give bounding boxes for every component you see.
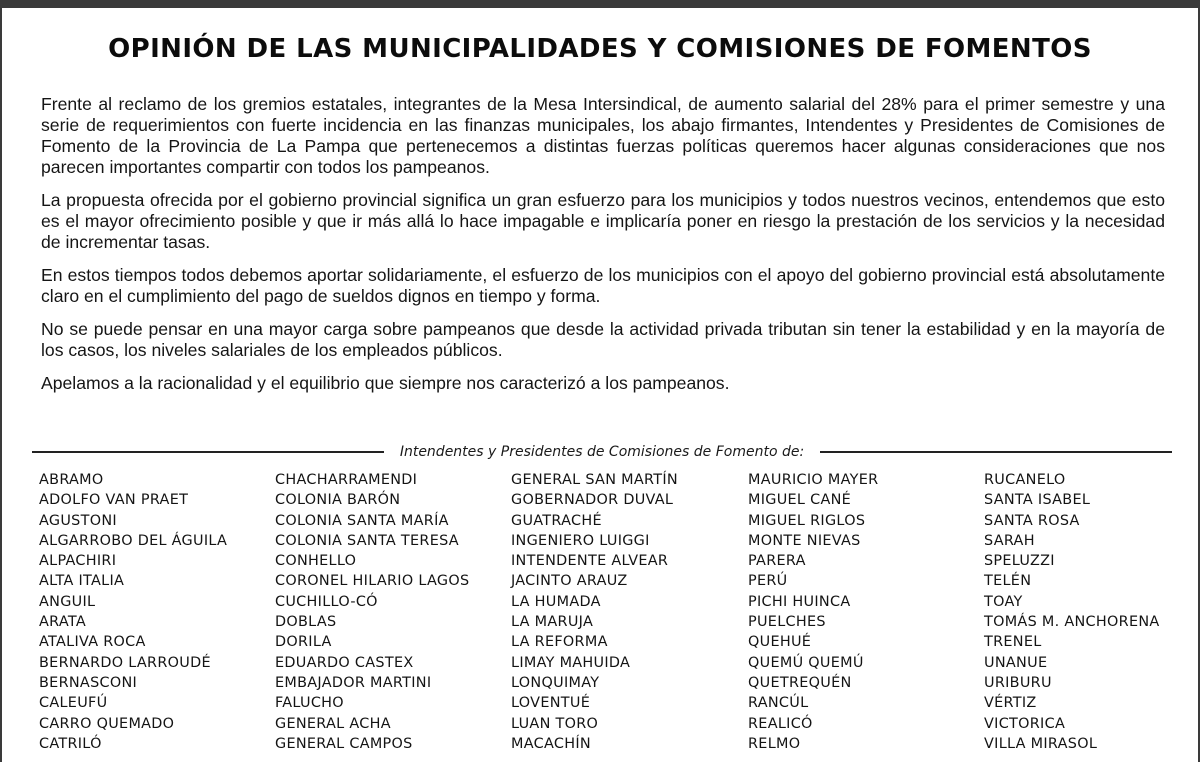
signatory-item: SANTA ISABEL xyxy=(984,492,1091,509)
signatory-item: MIGUEL RIGLOS xyxy=(748,512,866,529)
signatory-item: INTENDENTE ALVEAR xyxy=(511,553,669,570)
signatory-item: PICHI HUINCA xyxy=(748,593,851,610)
signatory-item: MAURICIO MAYER xyxy=(748,472,879,488)
top-border xyxy=(0,0,1200,8)
signatory-item: SPELUZZI xyxy=(984,553,1055,570)
signatory-item: ANGUIL xyxy=(39,593,96,610)
signatory-item: QUEHUÉ xyxy=(748,634,812,651)
signatory-item: EMBAJADOR MARTINI xyxy=(275,674,432,691)
signatory-item: ARATA xyxy=(39,614,87,631)
signatory-item: REALICÓ xyxy=(748,715,813,732)
signatory-item: GENERAL SAN MARTÍN xyxy=(511,472,678,488)
paragraph-3: En estos tiempos todos debemos aportar solidariamente, el esfuerzo de los municipios con el apoyo del gobierno provincial está absolutamente claro en el cumplimiento del pago de sueldos dignos en tiempo y forma. xyxy=(41,265,1165,306)
signatory-item: ABRAMO xyxy=(39,472,104,488)
signatory-item: QUETREQUÉN xyxy=(748,674,852,691)
signatory-item: BERNASCONI xyxy=(39,674,138,691)
signatory-item: MACACHÍN xyxy=(511,735,591,752)
signatory-item: CHACHARRAMENDI xyxy=(275,472,418,488)
left-border xyxy=(0,0,2,762)
divider-left xyxy=(32,451,384,453)
signatory-item: CUCHILLO-CÓ xyxy=(275,593,378,610)
signatory-item: ALGARROBO DEL ÁGUILA xyxy=(39,532,228,549)
signatory-item: DORILA xyxy=(275,634,332,651)
signatories-column-5 xyxy=(984,470,1160,754)
signatory-item: LONQUIMAY xyxy=(511,674,600,691)
signatories-column-1 xyxy=(39,470,227,754)
signatory-item: GENERAL CAMPOS xyxy=(275,735,413,752)
signatory-item: COLONIA SANTA TERESA xyxy=(275,532,459,549)
signatory-item: SANTA ROSA xyxy=(984,512,1080,529)
signatory-item: UNANUE xyxy=(984,654,1048,671)
signatory-item: BERNARDO LARROUDÉ xyxy=(39,654,211,671)
signatories-column-3 xyxy=(511,470,678,754)
signatory-item: RUCANELO xyxy=(984,472,1066,488)
signatory-item: RELMO xyxy=(748,735,801,752)
signatory-item: EDUARDO CASTEX xyxy=(275,654,414,671)
signatory-item: LOVENTUÉ xyxy=(511,695,591,712)
signatory-item: PERÚ xyxy=(748,573,788,590)
signatory-item: LA HUMADA xyxy=(511,593,601,610)
paragraph-5: Apelamos a la racionalidad y el equilibrio que siempre nos caracterizó a los pampeanos. xyxy=(41,373,730,393)
signatory-item: QUEMÚ QUEMÚ xyxy=(748,654,864,671)
signatory-item: DOBLAS xyxy=(275,614,337,631)
signatory-item: ALPACHIRI xyxy=(39,553,117,570)
signatory-item: PUELCHES xyxy=(748,614,826,631)
signatory-item: ADOLFO VAN PRAET xyxy=(39,492,189,509)
signatory-item: LA MARUJA xyxy=(511,614,594,631)
signatory-item: GUATRACHÉ xyxy=(511,512,602,529)
signatory-item: ALTA ITALIA xyxy=(39,573,125,590)
signatory-item: CONHELLO xyxy=(275,553,357,570)
signatory-item: TRENEL xyxy=(984,634,1042,651)
signatory-item: MIGUEL CANÉ xyxy=(748,492,852,509)
signatory-item: INGENIERO LUIGGI xyxy=(511,532,650,549)
signatory-item: JACINTO ARAUZ xyxy=(511,573,628,590)
signatory-item: GOBERNADOR DUVAL xyxy=(511,492,674,509)
signatory-item: VILLA MIRASOL xyxy=(984,735,1098,752)
signatory-item: CARRO QUEMADO xyxy=(39,715,175,732)
paragraph-1: Frente al reclamo de los gremios estatales, integrantes de la Mesa Intersindical, de aumento salarial del 28% para el primer semestre y una serie de requerimientos con fuerte incidencia en las finanzas municipales, los abajo firmantes, Intendentes y Presidentes de Comisiones de Fomento de la Provincia de La Pampa que pertenecemos a distintas fuerzas políticas queremos hacer algunas consideraciones que nos parecen importantes compartir con todos los pampeanos. xyxy=(41,94,1165,177)
signatory-item: TOMÁS M. ANCHORENA xyxy=(984,614,1160,631)
signatory-item: TELÉN xyxy=(984,573,1032,590)
signatory-item: PARERA xyxy=(748,553,806,570)
signatory-item: CALEUFÚ xyxy=(39,695,108,712)
paragraph-4: No se puede pensar en una mayor carga sobre pampeanos que desde la actividad privada tributan sin tener la estabilidad y en la mayoría de los casos, los niveles salariales de los empleados públicos. xyxy=(41,319,1165,360)
signatory-item: SARAH xyxy=(984,532,1035,549)
paragraph-2: La propuesta ofrecida por el gobierno provincial significa un gran esfuerzo para los municipios y todos nuestros vecinos, entendemos que esto es el mayor ofrecimiento posible y que ir más allá lo hace impagable e implicaría poner en riesgo la prestación de los servicios y la necesidad de incrementar tasas. xyxy=(41,190,1165,252)
signatory-item: MONTE NIEVAS xyxy=(748,532,861,549)
signatory-item: GENERAL ACHA xyxy=(275,715,391,732)
signatory-item: URIBURU xyxy=(984,674,1052,691)
signatories-header xyxy=(32,442,1172,462)
signatory-item: FALUCHO xyxy=(275,695,344,712)
signatory-item: VÉRTIZ xyxy=(984,695,1037,712)
signatories-caption: Intendentes y Presidentes de Comisiones de Fomento de: xyxy=(399,444,805,460)
signatory-item: AGUSTONI xyxy=(39,512,117,529)
signatory-item: LIMAY MAHUIDA xyxy=(511,654,631,671)
signatory-item: ATALIVA ROCA xyxy=(39,634,146,651)
signatory-item: COLONIA SANTA MARÍA xyxy=(275,512,449,529)
signatory-item: COLONIA BARÓN xyxy=(275,492,401,509)
signatories-column-2 xyxy=(275,470,469,754)
statement-body xyxy=(41,94,1165,406)
signatories-list xyxy=(39,470,1189,770)
page-title: OPINIÓN DE LAS MUNICIPALIDADES Y COMISIONES DE FOMENTOS xyxy=(108,34,1092,64)
signatory-item: TOAY xyxy=(984,593,1023,610)
divider-right xyxy=(820,451,1172,453)
signatory-item: LA REFORMA xyxy=(511,634,608,651)
signatory-item: CATRILÓ xyxy=(39,735,102,752)
signatory-item: VICTORICA xyxy=(984,715,1066,732)
signatory-item: LUAN TORO xyxy=(511,715,599,732)
signatory-item: CORONEL HILARIO LAGOS xyxy=(275,573,470,590)
signatories-column-4 xyxy=(748,470,878,754)
signatory-item: RANCÚL xyxy=(748,695,809,712)
